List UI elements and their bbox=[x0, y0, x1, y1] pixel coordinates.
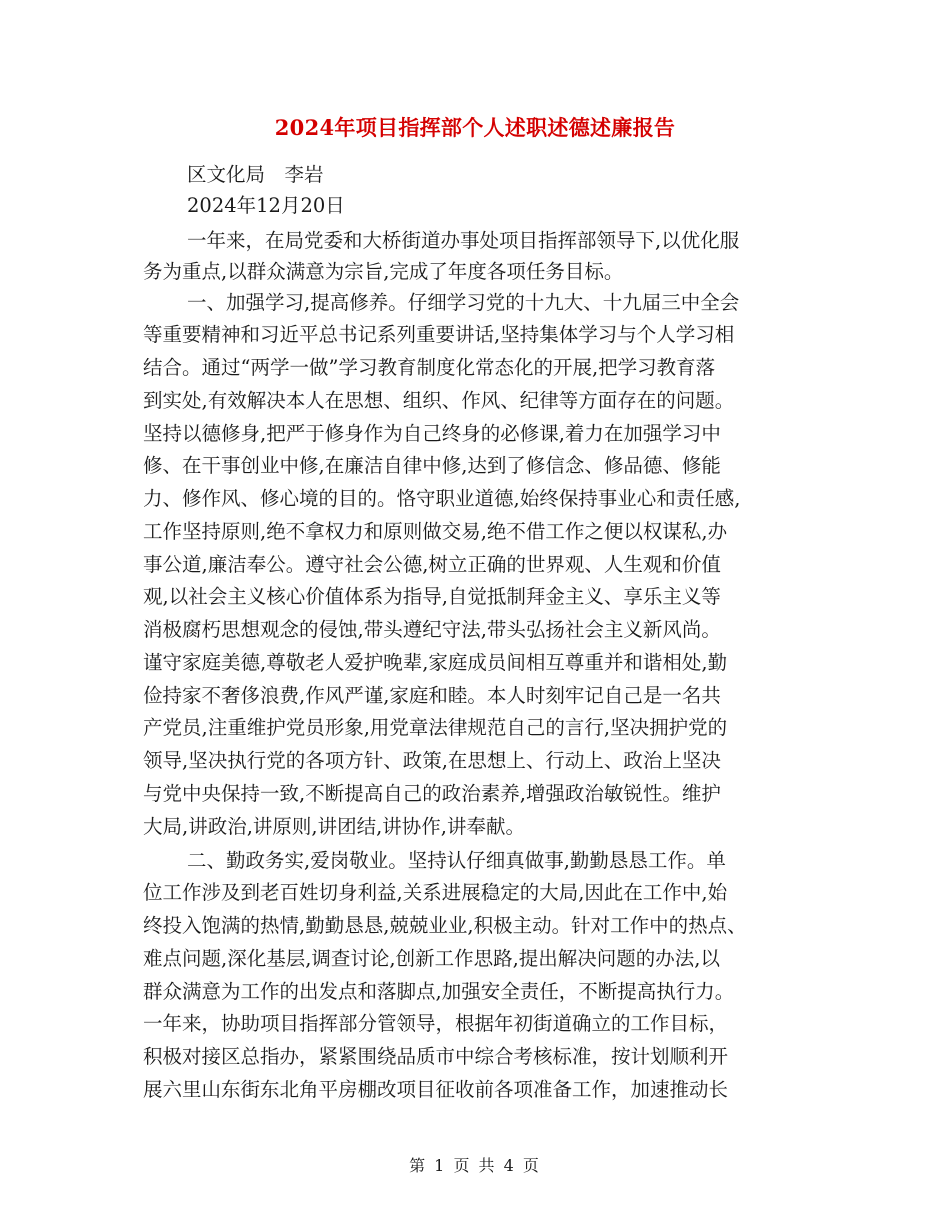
body-line: 俭持家不奢侈浪费,作风严谨,家庭和睦。本人时刻牢记自己是一名共 bbox=[143, 684, 721, 707]
body-line: 到实处,有效解决本人在思想、组织、作风、纪律等方面存在的问题。 bbox=[143, 389, 735, 412]
author-line: 区文化局 李岩 bbox=[187, 163, 324, 186]
body-line: 大局,讲政治,讲原则,讲团结,讲协作,讲奉献。 bbox=[143, 815, 525, 838]
body-line: 观,以社会主义核心价值体系为指导,自觉抵制拜金主义、享乐主义等 bbox=[143, 585, 721, 608]
body-line: 谨守家庭美德,尊敬老人爱护晚辈,家庭成员间相互尊重并和谐相处,勤 bbox=[143, 651, 728, 674]
body-line: 与党中央保持一致,不断提高自己的政治素养,增强政治敏锐性。维护 bbox=[143, 782, 721, 805]
body-line: 消极腐朽思想观念的侵蚀,带头遵纪守法,带头弘扬社会主义新风尚。 bbox=[143, 618, 721, 641]
body-line: 务为重点,以群众满意为宗旨,完成了年度各项任务目标。 bbox=[143, 260, 624, 283]
body-line: 终投入饱满的热情,勤勤恳恳,兢兢业业,积极主动。针对工作中的热点、 bbox=[143, 914, 747, 937]
section-one-heading-line: 一、加强学习,提高修养。仔细学习党的十九大、十九届三中全会 bbox=[187, 291, 740, 314]
body-line: 一年来，协助项目指挥部分管领导，根据年初街道确立的工作目标， bbox=[143, 1012, 729, 1035]
section-two-heading-line: 二、勤政务实,爱岗敬业。坚持认仔细真做事,勤勤恳恳工作。单 bbox=[187, 849, 726, 872]
body-line: 难点问题,深化基层,调查讨论,创新工作思路,提出解决问题的办法,以 bbox=[143, 947, 720, 970]
body-line: 结合。通过“两学一做”学习教育制度化常态化的开展,把学习教育落 bbox=[143, 356, 716, 379]
body-line: 群众满意为工作的出发点和落脚点,加强安全责任，不断提高执行力。 bbox=[143, 980, 735, 1003]
document-title: 2024年项目指挥部个人述职述德述廉报告 bbox=[274, 115, 676, 140]
body-line: 等重要精神和习近平总书记系列重要讲话,坚持集体学习与个人学习相 bbox=[143, 323, 735, 346]
body-line: 坚持以德修身,把严于修身作为自己终身的必修课,着力在加强学习中 bbox=[143, 422, 721, 445]
body-line: 领导,坚决执行党的各项方针、政策,在思想上、行动上、政治上坚决 bbox=[143, 749, 721, 772]
body-line: 事公道,廉洁奉公。遵守社会公德,树立正确的世界观、人生观和价值 bbox=[143, 553, 721, 576]
date-line: 2024年12月20日 bbox=[187, 194, 345, 217]
body-line: 修、在干事创业中修,在廉洁自律中修,达到了修信念、修品德、修能 bbox=[143, 454, 721, 477]
body-line: 一年来，在局党委和大桥街道办事处项目指挥部领导下,以优化服 bbox=[187, 229, 740, 252]
page-number-footer: 第 1 页 共 4 页 bbox=[409, 1156, 541, 1175]
body-line: 工作坚持原则,绝不拿权力和原则做交易,绝不借工作之便以权谋私,办 bbox=[143, 520, 728, 543]
body-line: 产党员,注重维护党员形象,用党章法律规范自己的言行,坚决拥护党的 bbox=[143, 716, 728, 739]
body-line: 积极对接区总指办，紧紧围绕品质市中综合考核标准，按计划顺利开 bbox=[143, 1045, 729, 1068]
body-line: 力、修作风、修心境的目的。恪守职业道德,始终保持事业心和责任感, bbox=[143, 487, 741, 510]
body-line: 位工作涉及到老百姓切身利益,关系进展稳定的大局,因此在工作中,始 bbox=[143, 881, 728, 904]
body-line: 展六里山东街东北角平房棚改项目征收前各项准备工作，加速推动长 bbox=[143, 1078, 729, 1101]
